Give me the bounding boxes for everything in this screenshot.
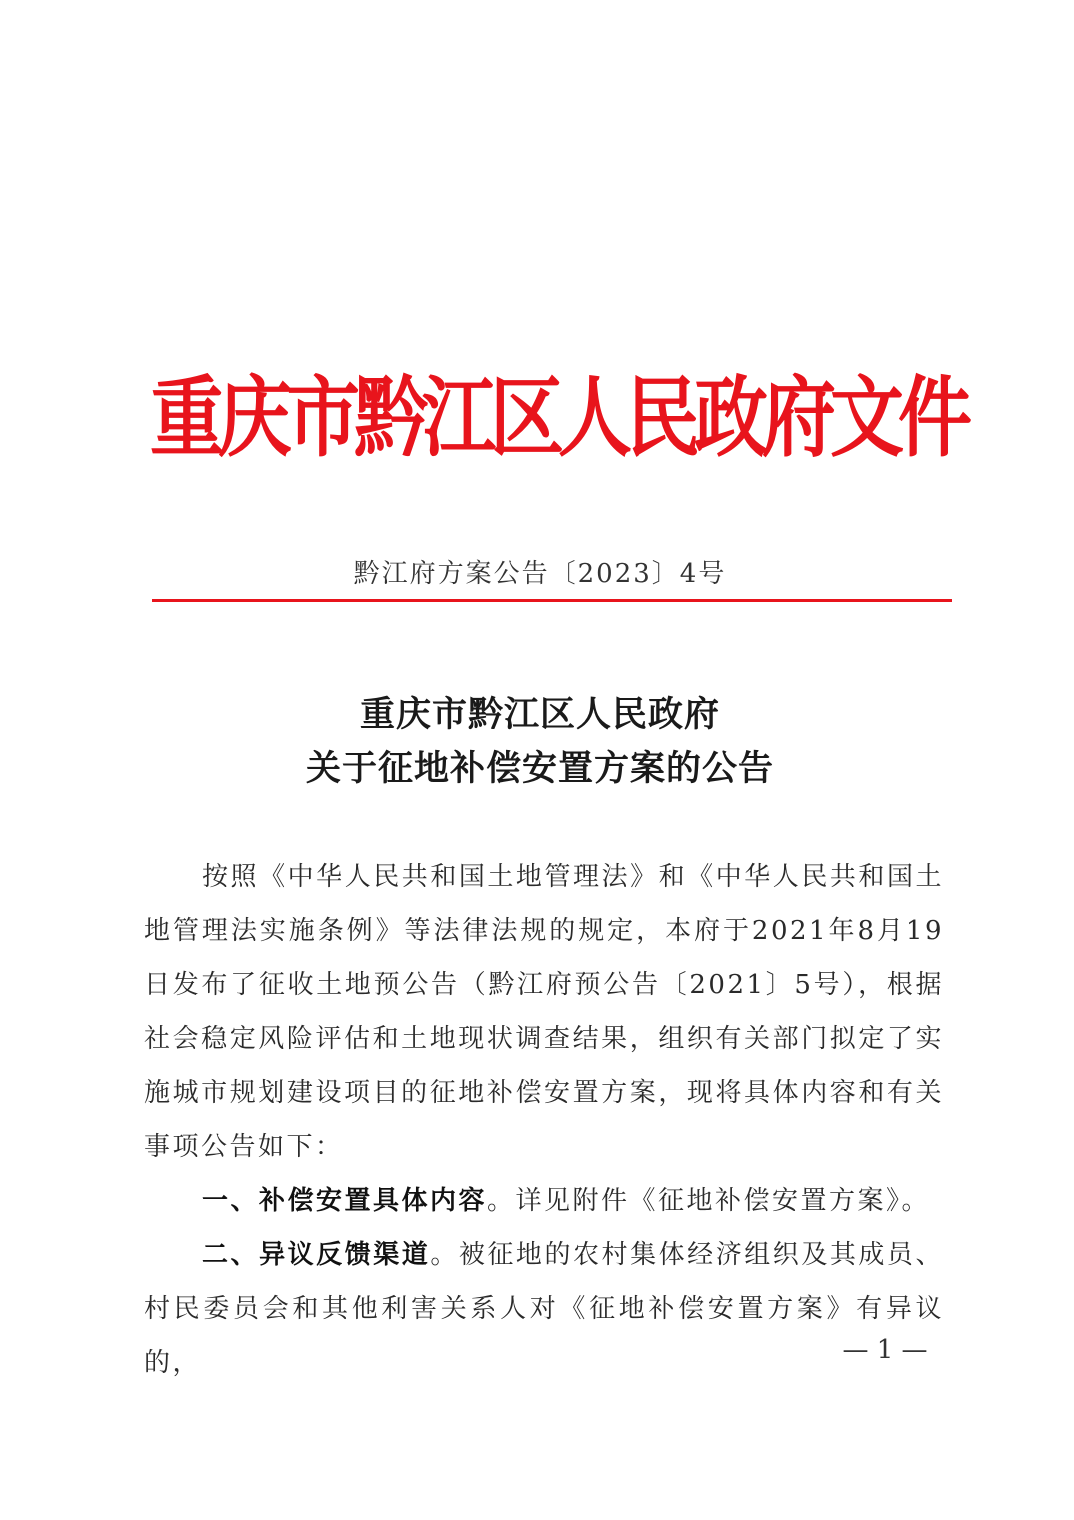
document-number: 黔江府方案公告〔2023〕4号 [353, 559, 727, 589]
section-1-paragraph [144, 1174, 944, 1228]
red-divider-line [152, 599, 952, 602]
section-1-heading: 一、补偿安置具体内容 [202, 1186, 488, 1216]
page-number: — 1 — [842, 1335, 928, 1365]
section-2-paragraph [144, 1228, 944, 1390]
title-line-1: 重庆市黔江区人民政府 [359, 695, 720, 735]
section-2-text: 。被征地的农村集体经济组织及其成员、村民委员会和其他利害关系人对《征地补偿安置方案》有异议的， [144, 1240, 944, 1378]
section-2-heading: 二、异议反馈渠道 [202, 1240, 431, 1270]
title-line-2: 关于征地补偿安置方案的公告 [305, 749, 774, 789]
masthead-title: 重庆市黔江区人民政府文件 [150, 367, 966, 470]
section-1-text: 。详见附件《征地补偿安置方案》。 [487, 1186, 931, 1216]
announcement-title [100, 688, 980, 796]
body-text [144, 850, 944, 1390]
intro-paragraph: 按照《中华人民共和国土地管理法》和《中华人民共和国土地管理法实施条例》等法律法规的规定，本府于2021年8月19日发布了征收土地预公告（黔江府预公告〔2021〕5号），根据社会稳定风险评估和土地现状调查结果，组织有关部门拟定了实施城市规划建设项目的征地补偿安置方案，现将具体内容和有关事项公告如下： [144, 862, 944, 1162]
